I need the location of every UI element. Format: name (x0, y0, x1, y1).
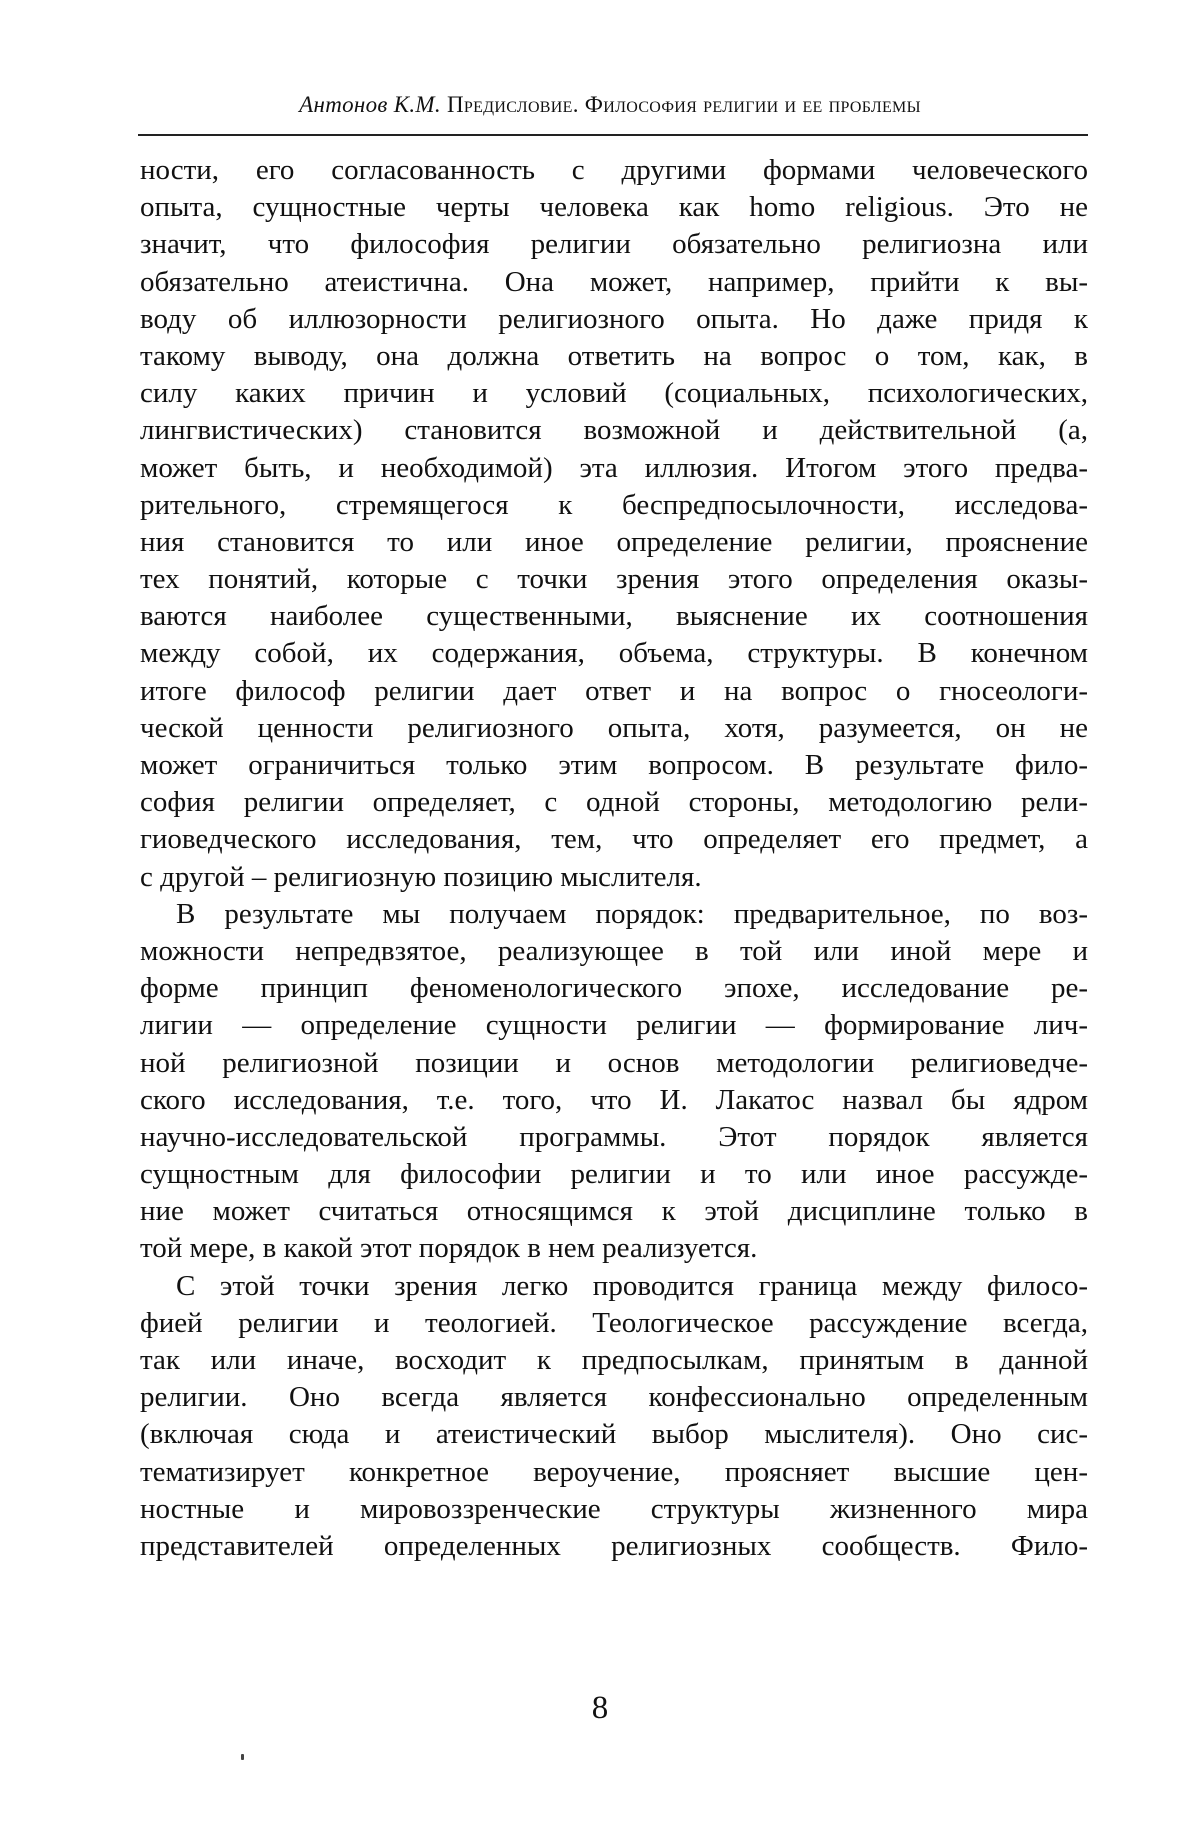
text-line: можности непредвзятое, реализующее в той или иной мере и (140, 934, 1088, 967)
text-line: тематизирует конкретное вероучение, проясняет высшие цен- (140, 1455, 1088, 1488)
text-line: гиоведческого исследования, тем, что определяет его предмет, а (140, 823, 1088, 856)
text-line: такому выводу, она должна ответить на вопрос о том, как, в (140, 339, 1088, 372)
header-author: Антонов К.М. (299, 92, 441, 117)
text-line: так или иначе, восходит к предпосылкам, принятым в данной (140, 1344, 1088, 1376)
text-line: научно-исследовательской программы. Этот порядок является (140, 1120, 1088, 1153)
text-line: может быть, и необходимой) эта иллюзия. Итогом этого предва- (140, 451, 1088, 484)
page-number: 8 (591, 1690, 609, 1726)
text-line: религии. Оно всегда является конфессионально определенным (140, 1381, 1088, 1414)
text-line: сущностным для философии религии и то или иное рассужде- (140, 1158, 1088, 1191)
text-line: ния становится то или иное определение религии, прояснение (140, 525, 1088, 558)
text-line: ваются наиболее существенными, выяснение их соотношения (140, 600, 1088, 633)
text-line: силу каких причин и условий (социальных, психологических, (140, 377, 1088, 410)
text-line: между собой, их содержания, объема, структуры. В конечном (140, 637, 1088, 670)
text-line: обязательно атеистична. Она может, например, прийти к вы- (140, 265, 1088, 298)
text-line: фией религии и теологией. Теологическое рассуждение всегда, (140, 1306, 1088, 1339)
text-line: ческой ценности религиозного опыта, хотя, разумеется, он не (140, 711, 1088, 744)
text-line: ности, его согласованность с другими формами человеческого (140, 154, 1088, 186)
text-line: ностные и мировоззренческие структуры жизненного мира (140, 1492, 1088, 1525)
text-line: ние может считаться относящимся к этой дисциплине только в (140, 1195, 1088, 1228)
body-text (140, 152, 1088, 1565)
text-line: той мере, в какой этот порядок в нем реализуется. (140, 1232, 758, 1265)
text-line: ной религиозной позиции и основ методологии религиоведче- (140, 1046, 1088, 1079)
text-line: ского исследования, т.е. того, что И. Лакатос назвал бы ядром (140, 1083, 1088, 1116)
running-header (140, 92, 1080, 118)
header-title: Предисловие. Философия религии и ее проблемы (446, 92, 921, 117)
text-line: опыта, сущностные черты человека как homo religious. Это не (140, 191, 1088, 224)
scan-speck (241, 1754, 244, 1760)
text-line: с другой – религиозную позицию мыслителя. (140, 860, 702, 893)
text-line: итоге философ религии дает ответ и на вопрос о гносеологи- (140, 674, 1088, 707)
text-line: лингвистических) становится возможной и действительной (а, (140, 414, 1088, 447)
text-line: форме принцип феноменологического эпохе, исследование ре- (140, 972, 1088, 1005)
header-rule (138, 134, 1088, 136)
text-line: рительного, стремящегося к беспредпосылочности, исследова- (140, 488, 1088, 521)
text-line: значит, что философия религии обязательно религиозна или (140, 228, 1088, 261)
text-line: В результате мы получаем порядок: предварительное, по воз- (176, 897, 1088, 930)
text-line: тех понятий, которые с точки зрения этого определения оказы- (140, 563, 1088, 596)
text-line: лигии — определение сущности религии — формирование лич- (140, 1009, 1088, 1042)
text-line: представителей определенных религиозных сообществ. Фило- (140, 1529, 1088, 1562)
text-line: софия религии определяет, с одной стороны, методологию рели- (140, 786, 1088, 819)
text-line: (включая сюда и атеистический выбор мыслителя). Оно сис- (140, 1418, 1088, 1451)
text-line: С этой точки зрения легко проводится граница между филосо- (176, 1269, 1088, 1302)
text-line: может ограничиться только этим вопросом. В результате фило- (140, 749, 1088, 781)
text-line: воду об иллюзорности религиозного опыта. Но даже придя к (140, 302, 1088, 335)
